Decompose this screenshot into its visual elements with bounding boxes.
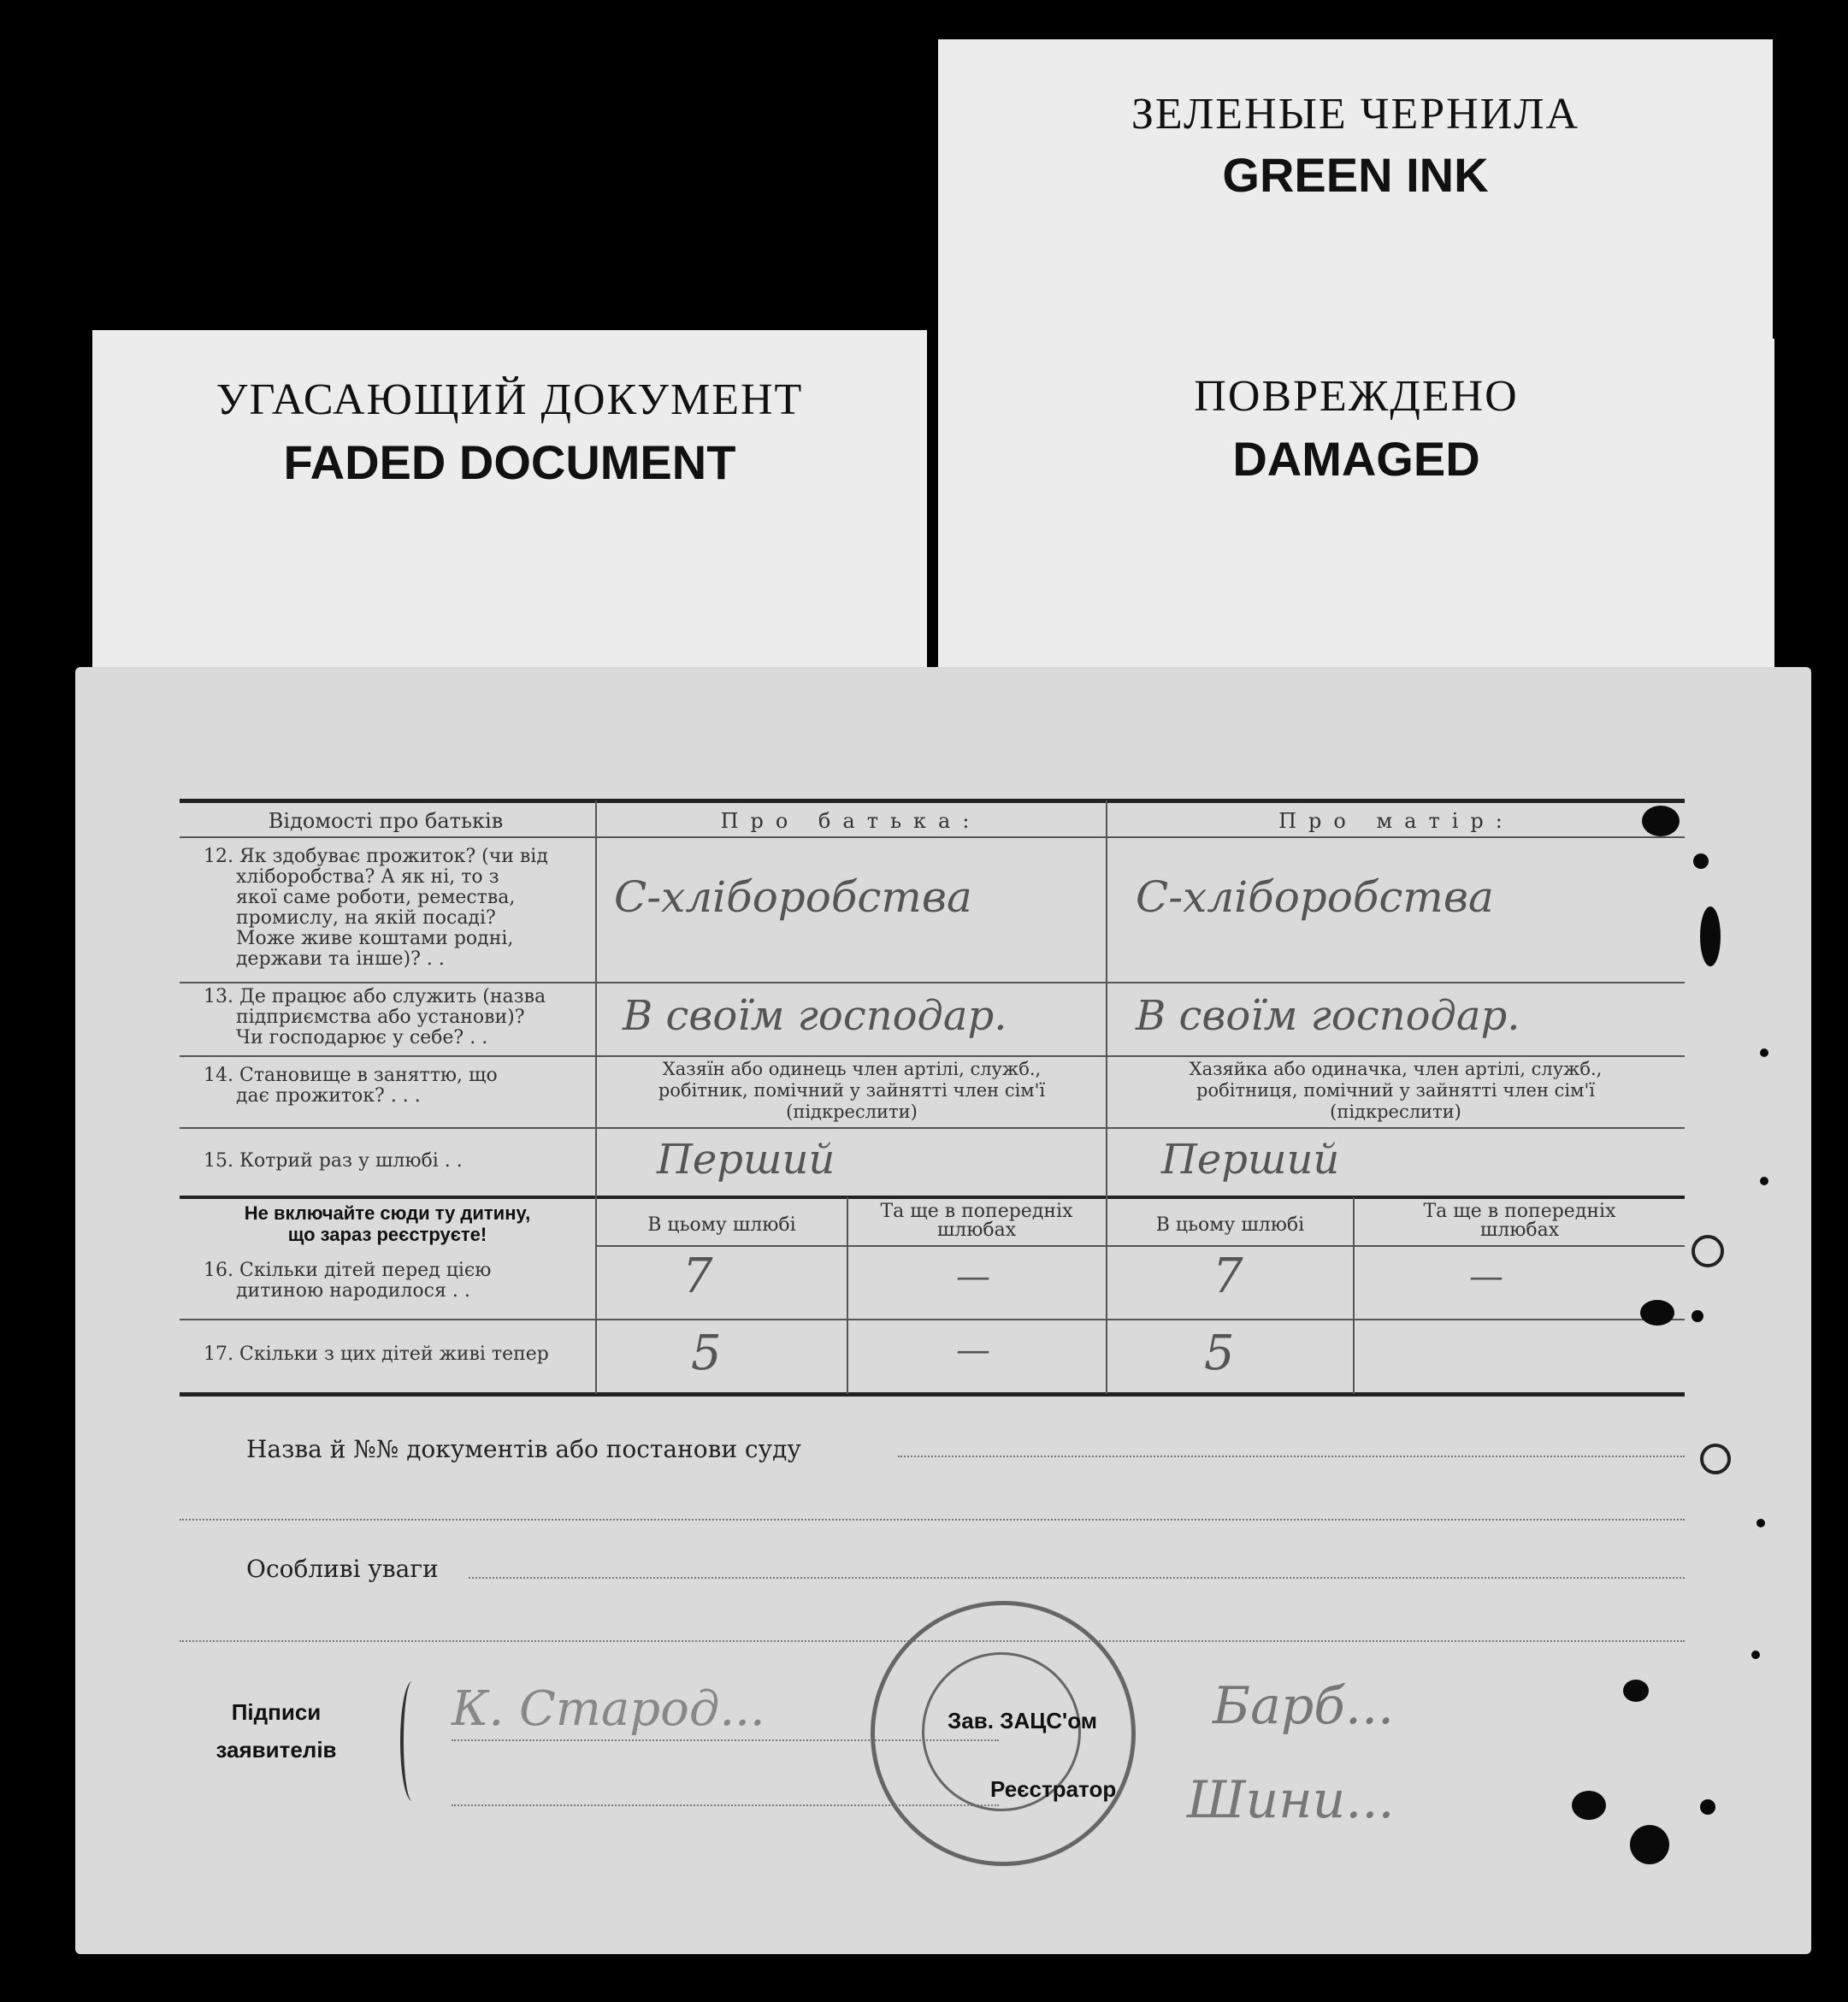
row12-label-line: 12. Як здобуває прожиток? (чи від: [204, 846, 548, 867]
row14-father-line: робітник, помічний у зайнятті член сім'ї: [658, 1080, 1046, 1101]
row14-mother-line: (підкреслити): [1330, 1101, 1461, 1122]
punch-hole: [1760, 1048, 1768, 1057]
punch-hole: [1623, 1680, 1649, 1702]
punch-hole: [1700, 1799, 1715, 1815]
table-top-rule: [180, 799, 1685, 803]
father-header: Про батька:: [720, 809, 982, 833]
row16-label: [204, 1261, 491, 1302]
row14-mother-options: [1108, 1059, 1683, 1123]
sub-header-divider: [597, 1245, 1685, 1247]
row13-label-line: Чи господарює у себе? . .: [236, 1027, 488, 1048]
remarks-label: Особливі уваги: [246, 1555, 439, 1583]
row16-label-line: 16. Скільки дітей перед цією: [204, 1260, 492, 1281]
document-sheet: [75, 667, 1811, 1954]
row12-label-line: хліборобства? А як ні, то з: [236, 866, 499, 888]
mother-previous-header-line: Та ще в попередніх: [1423, 1201, 1616, 1222]
damaged-card: [938, 339, 1774, 689]
row12-label-line: якої саме роботи, ремества,: [236, 887, 516, 908]
punch-hole: [1693, 853, 1709, 869]
row14-divider: [180, 1127, 1685, 1129]
row16-father-prev: —: [956, 1257, 990, 1296]
col-divider-1: [595, 800, 597, 1394]
documents-line: [898, 1456, 1685, 1457]
punch-hole: [1572, 1791, 1606, 1820]
signatures-label-line: Підписи: [231, 1699, 322, 1725]
row15-divider: [180, 1196, 1685, 1199]
row14-father-line: (підкреслити): [786, 1101, 918, 1122]
exclude-child-note-line: що зараз реєструєте!: [287, 1224, 487, 1245]
row14-label-line: дає прожиток? . . .: [236, 1085, 421, 1107]
exclude-child-note: [180, 1202, 595, 1245]
green-ink-ru-label: ЗЕЛЕНЫЕ ЧЕРНИЛА: [1131, 90, 1580, 139]
row13-divider: [180, 1055, 1685, 1057]
row16-divider: [180, 1319, 1685, 1320]
punch-hole: [1760, 1177, 1768, 1185]
faded-document-en-label: FADED DOCUMENT: [283, 435, 736, 489]
signatures-label: [212, 1693, 340, 1769]
row17-father-prev: —: [956, 1331, 990, 1370]
head-of-registry-label: Зав. ЗАЦС'ом: [948, 1708, 1097, 1733]
tear-mark: [1700, 907, 1721, 966]
father-this-marriage-header: В цьому шлюбі: [647, 1214, 796, 1236]
row12-father-value: С-хліборобства: [614, 872, 972, 922]
row15-label: 15. Котрий раз у шлюбі . .: [204, 1150, 463, 1172]
faded-document-card: [92, 330, 927, 689]
section-header: Відомості про батьків: [268, 809, 504, 833]
father-previous-header-line: шлюбах: [936, 1220, 1017, 1241]
father-previous-header: [848, 1202, 1105, 1240]
row16-label-line: дитиною народилося . .: [236, 1280, 470, 1302]
row16-father-this: 7: [682, 1249, 713, 1304]
row14-label-line: 14. Становище в заняттю, що: [204, 1065, 498, 1086]
table-bottom-rule: [180, 1392, 1685, 1397]
row12-label-line: Може живе коштами родні,: [236, 928, 514, 949]
punch-hole-ring: [1692, 1235, 1724, 1267]
row13-label-line: підприємства або установи)?: [236, 1007, 525, 1028]
punch-hole: [1640, 1300, 1674, 1326]
faded-document-ru-label: УГАСАЮЩИЙ ДОКУМЕНТ: [216, 375, 804, 424]
row16-mother-this: 7: [1213, 1249, 1243, 1304]
remarks-line: [469, 1577, 1685, 1579]
row12-label-line: промислу, на якій посаді?: [236, 907, 496, 929]
head-signature: Барб...: [1213, 1676, 1395, 1736]
documents-line-2: [180, 1519, 1685, 1521]
row17-father-this: 5: [691, 1326, 722, 1381]
row12-divider: [180, 982, 1685, 983]
father-previous-header-line: Та ще в попередніх: [880, 1201, 1073, 1222]
row14-label: [204, 1066, 498, 1107]
row14-father-line: Хазяїн або одинець член артілі, служб.,: [662, 1059, 1042, 1079]
punch-hole: [1756, 1519, 1765, 1527]
header-divider: [180, 836, 1685, 838]
documents-label: Назва й №№ документів або постанови суду: [246, 1435, 801, 1463]
signatures-brace: [400, 1681, 424, 1801]
row12-label-line: держави та інше)? . .: [236, 948, 445, 970]
row14-mother-line: робітниця, помічний у зайнятті член сім'ї: [1196, 1080, 1595, 1101]
row17-label: 17. Скільки з цих дітей живі тепер: [204, 1344, 549, 1365]
mother-this-marriage-header: В цьому шлюбі: [1155, 1214, 1305, 1236]
punch-hole: [1751, 1651, 1760, 1659]
registrar-label: Реєстратор: [990, 1776, 1117, 1802]
row13-father-value: В своїм господар.: [623, 992, 1007, 1040]
damaged-en-label: DAMAGED: [1232, 432, 1480, 486]
col-divider-2: [1106, 800, 1107, 1394]
exclude-child-note-line: Не включайте сюди ту дитину,: [244, 1202, 531, 1224]
punch-hole: [1642, 806, 1680, 836]
row12-mother-value: С-хліборобства: [1136, 872, 1494, 922]
row16-mother-prev: —: [1469, 1257, 1503, 1296]
row14-father-options: [599, 1059, 1105, 1123]
green-ink-card: [938, 39, 1773, 364]
mother-header: Про матір:: [1278, 809, 1514, 833]
row12-label: [204, 847, 548, 970]
punch-hole: [1692, 1310, 1703, 1322]
mother-previous-header: [1355, 1202, 1685, 1240]
damaged-ru-label: ПОВРЕЖДЕНО: [1194, 372, 1519, 421]
applicant-signature: К. Старод...: [452, 1681, 765, 1737]
row13-label-line: 13. Де працює або служить (назва: [204, 986, 546, 1007]
row15-mother-value: Перший: [1161, 1136, 1340, 1184]
punch-hole: [1630, 1825, 1669, 1864]
punch-hole-ring: [1700, 1444, 1731, 1474]
row13-label: [204, 987, 546, 1048]
row15-father-value: Перший: [657, 1136, 835, 1184]
row13-mother-value: В своїм господар.: [1136, 992, 1520, 1040]
row14-mother-line: Хазяйка або одиначка, член артілі, служб.,: [1189, 1059, 1603, 1079]
registrar-signature: Шини...: [1187, 1770, 1395, 1830]
mother-previous-header-line: шлюбах: [1479, 1220, 1560, 1241]
green-ink-en-label: GREEN INK: [1222, 148, 1489, 202]
signatures-label-line: заявителів: [216, 1737, 337, 1763]
row17-mother-this: 5: [1204, 1326, 1235, 1381]
